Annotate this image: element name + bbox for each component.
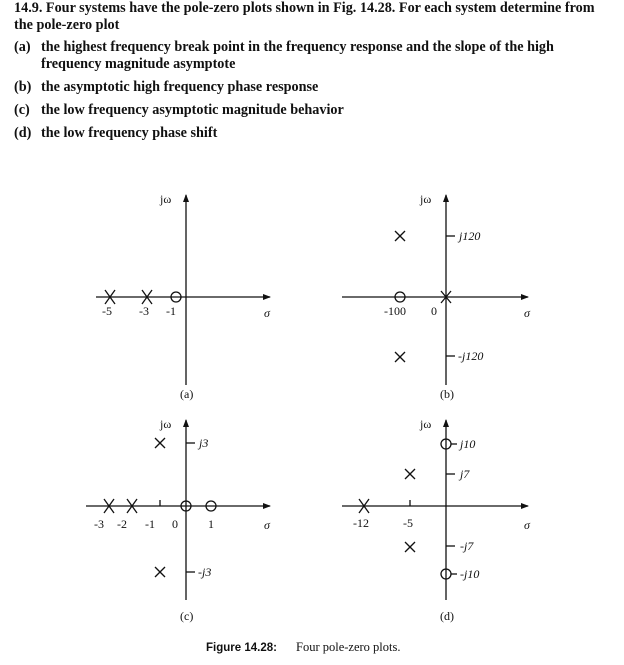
plot-d-real-label: σ bbox=[524, 518, 530, 532]
tick-label: 1 bbox=[208, 517, 214, 531]
pole-marker bbox=[405, 542, 415, 552]
tick-label: -j120 bbox=[458, 349, 484, 363]
tick-label: -j10 bbox=[460, 567, 480, 581]
pole-marker bbox=[155, 567, 165, 577]
pole-marker bbox=[405, 469, 415, 479]
problem-text: Four systems have the pole-zero plots shown in Fig. 14.28. For each system determine from the pole-zero plot bbox=[14, 0, 595, 33]
pole-marker bbox=[155, 438, 165, 448]
tick-label: -3 bbox=[139, 304, 149, 318]
tick-label: 0 bbox=[172, 517, 178, 531]
plot-c-imag-label: jω bbox=[160, 417, 172, 431]
part-a-label: (a) bbox=[14, 39, 31, 55]
tick-label: -j7 bbox=[460, 539, 474, 553]
plot-d-caption: (d) bbox=[440, 609, 454, 623]
plot-d-imag-label: jω bbox=[420, 417, 432, 431]
tick-label: -1 bbox=[145, 517, 155, 531]
plot-c-real-label: σ bbox=[264, 518, 270, 532]
plot-b-imag-label: jω bbox=[420, 192, 432, 206]
tick-label: -5 bbox=[403, 516, 413, 530]
tick-label: j3 bbox=[199, 436, 209, 450]
plot-a-caption: (a) bbox=[180, 387, 194, 401]
plot-b-real-label: σ bbox=[524, 306, 530, 320]
tick-label: -3 bbox=[94, 517, 104, 531]
plot-b-caption: (b) bbox=[440, 387, 454, 401]
plot-c-caption: (c) bbox=[180, 609, 194, 623]
part-d-text: the low frequency phase shift bbox=[41, 125, 218, 141]
tick-label: -2 bbox=[117, 517, 127, 531]
tick-label: 0 bbox=[431, 304, 437, 318]
tick-label: -1 bbox=[166, 304, 176, 318]
part-b-label: (b) bbox=[14, 79, 32, 95]
pole-marker bbox=[395, 352, 405, 362]
tick-label: -100 bbox=[384, 304, 406, 318]
tick-label: -12 bbox=[353, 516, 369, 530]
part-b-text: the asymptotic high frequency phase response bbox=[41, 79, 319, 95]
part-c-text: the low frequency asymptotic magnitude behavior bbox=[41, 102, 344, 118]
plot-c bbox=[86, 420, 270, 600]
part-c-label: (c) bbox=[14, 102, 30, 118]
plot-a bbox=[96, 195, 270, 385]
tick-label: -5 bbox=[102, 304, 112, 318]
plot-b bbox=[342, 195, 528, 385]
figure-number: Figure 14.28: bbox=[206, 642, 277, 654]
plot-a-imag-label: jω bbox=[160, 192, 172, 206]
tick-label: -j3 bbox=[198, 565, 212, 579]
problem-number: 14.9. bbox=[14, 0, 43, 16]
tick-label: j120 bbox=[459, 229, 481, 243]
tick-label: j7 bbox=[460, 467, 470, 481]
pole-marker bbox=[395, 231, 405, 241]
part-d-label: (d) bbox=[14, 125, 32, 141]
tick-label: j10 bbox=[460, 437, 476, 451]
figure-caption: Four pole-zero plots. bbox=[296, 640, 401, 654]
plot-d bbox=[342, 420, 528, 600]
plot-a-real-label: σ bbox=[264, 306, 270, 320]
part-a-text: the highest frequency break point in the frequency response and the slope of the high frequency magnitude asymptote bbox=[41, 39, 554, 72]
